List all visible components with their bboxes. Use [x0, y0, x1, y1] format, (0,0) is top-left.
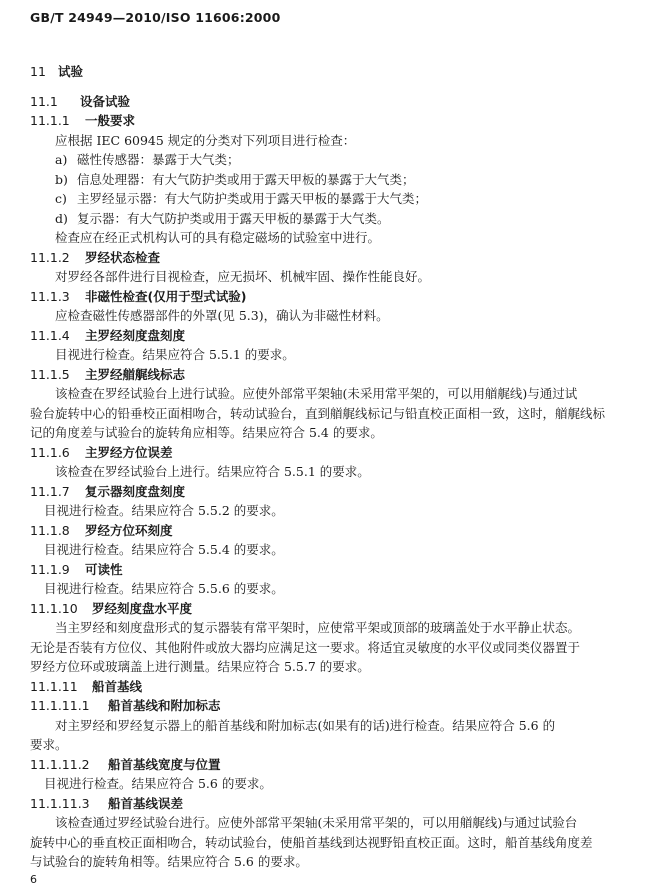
heading-number: 11.1.9 — [30, 561, 70, 577]
heading-title: 非磁性检查(仅用于型式试验) — [85, 288, 247, 304]
section-number: 11 — [30, 64, 46, 79]
list-item — [30, 189, 615, 209]
list-label: c) — [55, 191, 67, 206]
heading-title: 船首基线宽度与位置 — [108, 756, 221, 772]
paragraph-line: 当主罗经和刻度盘形式的复示器装有常平架时，应使常平架或顶部的玻璃盖处于水平静止状态。 — [55, 620, 581, 635]
list-item — [30, 170, 615, 190]
heading-number: 11.1.1 — [30, 113, 70, 128]
heading-number: 11.1.10 — [30, 600, 78, 616]
heading-11-1-3 — [30, 287, 615, 307]
heading-number: 11.1.4 — [30, 327, 70, 343]
list-item — [30, 150, 615, 170]
heading-title: 罗经方位环刻度 — [85, 522, 173, 538]
heading-11-1-1 — [30, 111, 615, 131]
paragraph: 目视进行检查。结果应符合 5.5.4 的要求。 — [44, 542, 284, 557]
list-label: a) — [55, 152, 68, 167]
paragraph: 检查应在经正式机构认可的具有稳定磁场的试验室中进行。 — [55, 230, 381, 245]
heading-11-1-11-1 — [30, 696, 615, 716]
heading-title: 设备试验 — [80, 93, 131, 109]
paragraph-line: 验台旋转中心的铅垂校正面相吻合，转动试验台，直到艏艉线标记与铅直校正面相一致，这时，艏艉线标 — [30, 405, 606, 421]
heading-11-1-6 — [30, 443, 615, 463]
list-text: 磁性传感器：暴露于大气类； — [77, 152, 240, 167]
heading-number: 11.1.7 — [30, 483, 70, 499]
paragraph: 目视进行检查。结果应符合 5.5.6 的要求。 — [44, 581, 284, 596]
paragraph: 目视进行检查。结果应符合 5.5.2 的要求。 — [44, 503, 284, 518]
heading-11-1 — [30, 92, 615, 112]
list-label: d) — [55, 210, 68, 226]
heading-title: 主罗经艏艉线标志 — [85, 366, 186, 382]
heading-number: 11.1.11.1 — [30, 698, 90, 713]
paragraph-line: 该检查在罗经试验台上进行试验。应使外部常平架轴(未采用常平架的，可以用艏艉线)与通过试 — [55, 386, 578, 401]
paragraph-line: 该检查通过罗经试验台进行。应使外部常平架轴(未采用常平架的，可以用艏艉线)与通过试验台 — [55, 815, 578, 830]
heading-title: 复示器刻度盘刻度 — [85, 483, 186, 499]
heading-11-1-10 — [30, 599, 615, 619]
heading-title: 罗经刻度盘水平度 — [92, 600, 193, 616]
paragraph: 目视进行检查。结果应符合 5.5.1 的要求。 — [55, 347, 295, 362]
list-item — [30, 209, 615, 229]
heading-title: 船首基线和附加标志 — [108, 698, 221, 713]
heading-title: 一般要求 — [85, 113, 136, 128]
heading-title: 船首基线 — [92, 678, 143, 694]
paragraph-line: 无论是否装有方位仪、其他附件或放大器均应满足这一要求。将适宜灵敏度的水平仪或同类仪器置于 — [30, 639, 581, 655]
heading-11-1-11-2 — [30, 755, 615, 775]
paragraph-line: 旋转中心的垂直校正面相吻合，转动试验台，使船首基线到达视野铅直校正面。这时，船首基线角度差 — [30, 834, 593, 850]
paragraph: 应根据 IEC 60945 规定的分类对下列项目进行检查： — [55, 132, 356, 148]
section-heading — [30, 62, 615, 82]
heading-11-1-11 — [30, 677, 615, 697]
heading-number: 11.1.11.3 — [30, 795, 90, 811]
paragraph: 该检查在罗经试验台上进行。结果应符合 5.5.1 的要求。 — [55, 464, 370, 479]
document-body — [30, 62, 615, 872]
standard-header: GB/T 24949—2010/ISO 11606:2000 — [30, 10, 281, 25]
heading-number: 11.1 — [30, 93, 58, 109]
heading-number: 11.1.2 — [30, 249, 70, 265]
list-label: b) — [55, 171, 68, 187]
heading-11-1-8 — [30, 521, 615, 541]
section-title: 试验 — [58, 64, 84, 79]
heading-title: 主罗经方位误差 — [85, 444, 173, 460]
list-text: 信息处理器：有大气防护类或用于露天甲板的暴露于大气类； — [77, 171, 415, 187]
heading-number: 11.1.5 — [30, 366, 70, 382]
heading-11-1-11-3 — [30, 794, 615, 814]
heading-11-1-9 — [30, 560, 615, 580]
paragraph-line: 记的角度差与试验台的旋转角应相等。结果应符合 5.4 的要求。 — [30, 425, 383, 440]
paragraph: 目视进行检查。结果应符合 5.6 的要求。 — [44, 776, 272, 791]
heading-title: 船首基线误差 — [108, 795, 184, 811]
heading-number: 11.1.6 — [30, 444, 70, 460]
heading-title: 主罗经刻度盘刻度 — [85, 327, 186, 343]
heading-11-1-2 — [30, 248, 615, 268]
heading-11-1-5 — [30, 365, 615, 385]
paragraph-line: 与试验台的旋转角相等。结果应符合 5.6 的要求。 — [30, 854, 308, 869]
paragraph-line: 要求。 — [30, 737, 68, 752]
heading-number: 11.1.11 — [30, 678, 78, 694]
heading-number: 11.1.8 — [30, 522, 70, 538]
heading-number: 11.1.11.2 — [30, 756, 90, 772]
paragraph: 对罗经各部件进行目视检查，应无损坏、机械牢固、操作性能良好。 — [55, 269, 431, 284]
paragraph: 应检查磁性传感器部件的外罩(见 5.3)，确认为非磁性材料。 — [55, 308, 389, 323]
heading-11-1-4 — [30, 326, 615, 346]
list-text: 复示器：有大气防护类或用于露天甲板的暴露于大气类。 — [77, 210, 390, 226]
heading-number: 11.1.3 — [30, 288, 70, 304]
heading-title: 罗经状态检查 — [85, 249, 161, 265]
paragraph-line: 对主罗经和罗经复示器上的船首基线和附加标志(如果有的话)进行检查。结果应符合 5.6 的 — [55, 717, 556, 733]
list-text: 主罗经显示器：有大气防护类或用于露天甲板的暴露于大气类； — [77, 191, 428, 206]
paragraph-line: 罗经方位环或玻璃盖上进行测量。结果应符合 5.5.7 的要求。 — [30, 659, 370, 674]
heading-11-1-7 — [30, 482, 615, 502]
page-number: 6 — [30, 873, 37, 886]
heading-title: 可读性 — [85, 561, 123, 577]
